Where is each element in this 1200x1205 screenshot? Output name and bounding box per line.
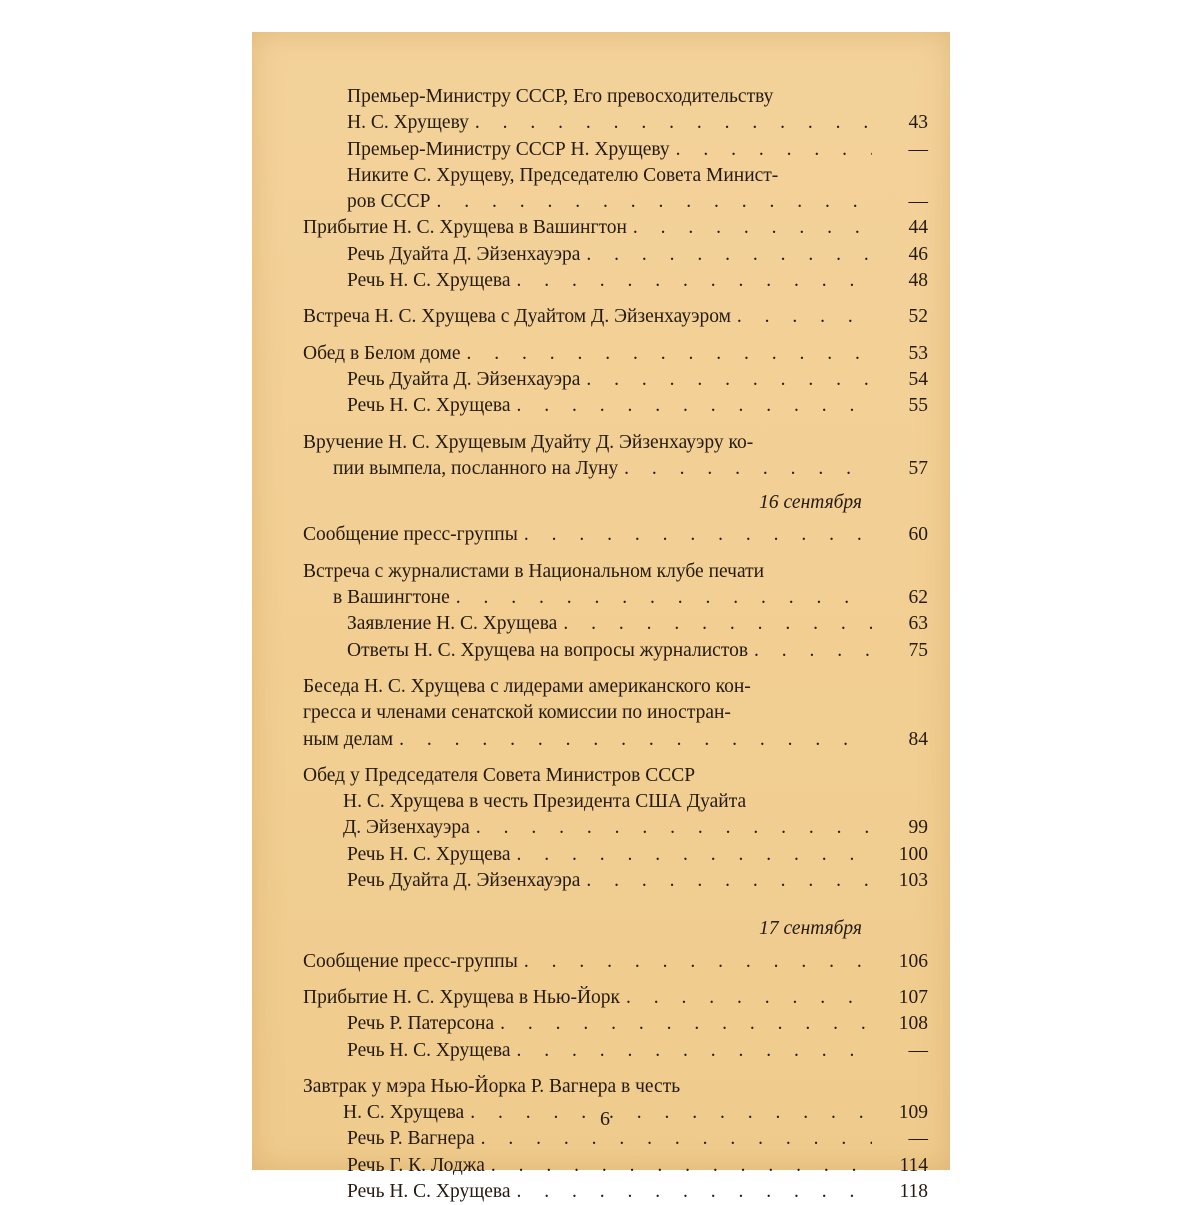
toc-entry [347, 137, 928, 163]
dot-leader [399, 727, 872, 753]
dot-leader [626, 985, 872, 1011]
dot-leader [476, 815, 872, 841]
dot-leader [470, 1100, 872, 1126]
toc-entry-text: Речь Дуайта Д. Эйзенхауэра [347, 243, 581, 265]
toc-entry-text: Речь Дуайта Д. Эйзенхауэра [347, 368, 581, 390]
page-number: 6 [600, 1108, 610, 1130]
toc-entry [303, 559, 928, 612]
toc-entry [303, 674, 928, 753]
dot-leader [500, 1011, 872, 1037]
toc-entry [347, 84, 928, 137]
dot-leader [517, 393, 872, 419]
toc-page-number: 57 [908, 457, 928, 479]
section-date: 16 сентября [759, 492, 862, 514]
toc-entry [303, 949, 928, 975]
toc-entry-text: Встреча с журналистами в Национальном клубе печати [303, 560, 765, 582]
toc-entry [347, 242, 928, 268]
toc-page-number: 43 [908, 112, 928, 134]
toc-entry-text: Н. С. Хрущева [343, 1102, 465, 1124]
toc-entry [347, 393, 928, 419]
toc-entry-text: Речь Н. С. Хрущева [347, 843, 511, 865]
toc-entry [303, 522, 928, 548]
dot-leader [586, 367, 872, 393]
dot-leader [517, 1038, 872, 1064]
dot-leader [481, 1126, 872, 1152]
toc-entry-text: Н. С. Хрущева в честь Президента США Дуайта [343, 791, 747, 813]
toc-entry-text: Речь Н. С. Хрущева [347, 1039, 511, 1061]
toc-entry-text: в Вашингтоне [333, 587, 450, 609]
dot-leader [754, 638, 872, 664]
toc-entry [303, 215, 928, 241]
toc-page-number: 55 [908, 395, 928, 417]
toc-page-number: 100 [898, 843, 928, 865]
toc-page-number: 84 [908, 728, 928, 750]
toc-entry-text: Премьер-Министру СССР Н. Хрущеву [347, 138, 670, 160]
toc-page-number: 118 [899, 1180, 928, 1202]
toc-page-number: 46 [908, 243, 928, 265]
toc-page-number: — [908, 1128, 928, 1150]
dot-leader [517, 842, 872, 868]
toc-entry-text: Речь Н. С. Хрущева [347, 395, 511, 417]
toc-page-number: 54 [908, 368, 928, 390]
toc-entry [347, 1038, 928, 1064]
dot-leader [436, 189, 872, 215]
dot-leader [456, 585, 872, 611]
toc-entry-text: Речь Г. К. Лоджа [347, 1154, 485, 1176]
toc-entry-text: Сообщение пресс-группы [303, 950, 518, 972]
toc-entry-text: ров СССР [347, 191, 431, 213]
dot-leader [624, 456, 872, 482]
toc-page-number: 108 [898, 1013, 928, 1035]
toc-entry-text: Речь Н. С. Хрущева [347, 1180, 511, 1202]
dot-leader [524, 522, 872, 548]
toc-page-number: 114 [899, 1154, 928, 1176]
toc-page-number: 44 [908, 217, 928, 239]
toc-entry [303, 430, 928, 483]
dot-leader [475, 110, 872, 136]
toc-entry [347, 367, 928, 393]
toc-entry-text: Н. С. Хрущеву [347, 112, 469, 134]
toc-entry-text: Прибытие Н. С. Хрущева в Вашингтон [303, 217, 627, 239]
toc-page-number: — [908, 138, 928, 160]
toc-entry-text: Обед в Белом доме [303, 342, 461, 364]
toc-entry-text: Ответы Н. С. Хрущева на вопросы журналистов [347, 639, 749, 661]
toc-entry-text: ным делам [303, 728, 394, 750]
toc-entry [347, 163, 928, 216]
toc-entry [347, 638, 928, 664]
dot-leader [563, 611, 872, 637]
toc-entry [347, 842, 928, 868]
toc-page-number: 60 [908, 524, 928, 546]
toc-entry [303, 341, 928, 367]
toc-page-number: 99 [908, 817, 928, 839]
toc-page-number: 75 [908, 639, 928, 661]
toc-entry-text: Речь Р. Патерсона [347, 1013, 495, 1035]
dot-leader [737, 304, 872, 330]
toc-entry-text: Речь Н. С. Хрущева [347, 270, 511, 292]
toc-entry [347, 1153, 928, 1179]
toc-entry [303, 763, 928, 842]
dot-leader [676, 137, 872, 163]
dot-leader [633, 215, 872, 241]
toc-page-number: 53 [908, 342, 928, 364]
dot-leader [517, 268, 872, 294]
toc-page-number: — [908, 191, 928, 213]
toc-entry [303, 1074, 928, 1127]
toc-page-number: 109 [898, 1102, 928, 1124]
toc-entry-text: Обед у Председателя Совета Министров СССР [303, 764, 696, 786]
toc-page-number: 63 [908, 613, 928, 635]
table-of-contents [303, 84, 928, 1205]
toc-entry-text: Речь Дуайта Д. Эйзенхауэра [347, 870, 581, 892]
dot-leader [467, 341, 873, 367]
toc-entry-text: Премьер-Министру СССР, Его превосходительству [347, 86, 774, 107]
toc-entry [347, 1179, 928, 1205]
toc-entry [347, 1011, 928, 1037]
toc-page-number: — [908, 1039, 928, 1061]
dot-leader [586, 242, 872, 268]
toc-entry-text: Заявление Н. С. Хрущева [347, 613, 558, 635]
toc-entry [347, 611, 928, 637]
toc-entry [303, 985, 928, 1011]
toc-entry [347, 868, 928, 894]
toc-entry [303, 304, 928, 330]
toc-entry-text: Никите С. Хрущеву, Председателю Совета Минист- [347, 164, 779, 186]
toc-page-number: 52 [908, 306, 928, 328]
toc-entry-text: Речь Р. Вагнера [347, 1128, 475, 1150]
section-date: 17 сентября [759, 918, 862, 940]
toc-entry-text: Встреча Н. С. Хрущева с Дуайтом Д. Эйзенхауэром [303, 306, 731, 328]
toc-entry-text: Вручение Н. С. Хрущевым Дуайту Д. Эйзенхауэру ко- [303, 431, 754, 453]
toc-entry-text: Завтрак у мэра Нью-Йорка Р. Вагнера в честь [303, 1075, 681, 1097]
toc-entry [347, 1126, 928, 1152]
toc-entry-text: Д. Эйзенхауэра [343, 817, 470, 839]
dot-leader [524, 949, 872, 975]
dot-leader [491, 1153, 872, 1179]
toc-entry-text: Сообщение пресс-группы [303, 524, 518, 546]
toc-page-number: 62 [908, 587, 928, 609]
dot-leader [517, 1179, 872, 1205]
dot-leader [586, 868, 872, 894]
toc-page-number: 106 [898, 950, 928, 972]
toc-entry-text: гресса и членами сенатской комиссии по иностран- [303, 702, 731, 724]
toc-page-number: 48 [908, 270, 928, 292]
toc-page-number: 103 [898, 870, 928, 892]
toc-entry [347, 268, 928, 294]
toc-entry-text: пии вымпела, посланного на Луну [333, 457, 619, 479]
toc-page-number: 107 [898, 986, 928, 1008]
toc-entry-text: Прибытие Н. С. Хрущева в Нью-Йорк [303, 986, 621, 1008]
toc-entry-text: Беседа Н. С. Хрущева с лидерами американского кон- [303, 675, 751, 697]
